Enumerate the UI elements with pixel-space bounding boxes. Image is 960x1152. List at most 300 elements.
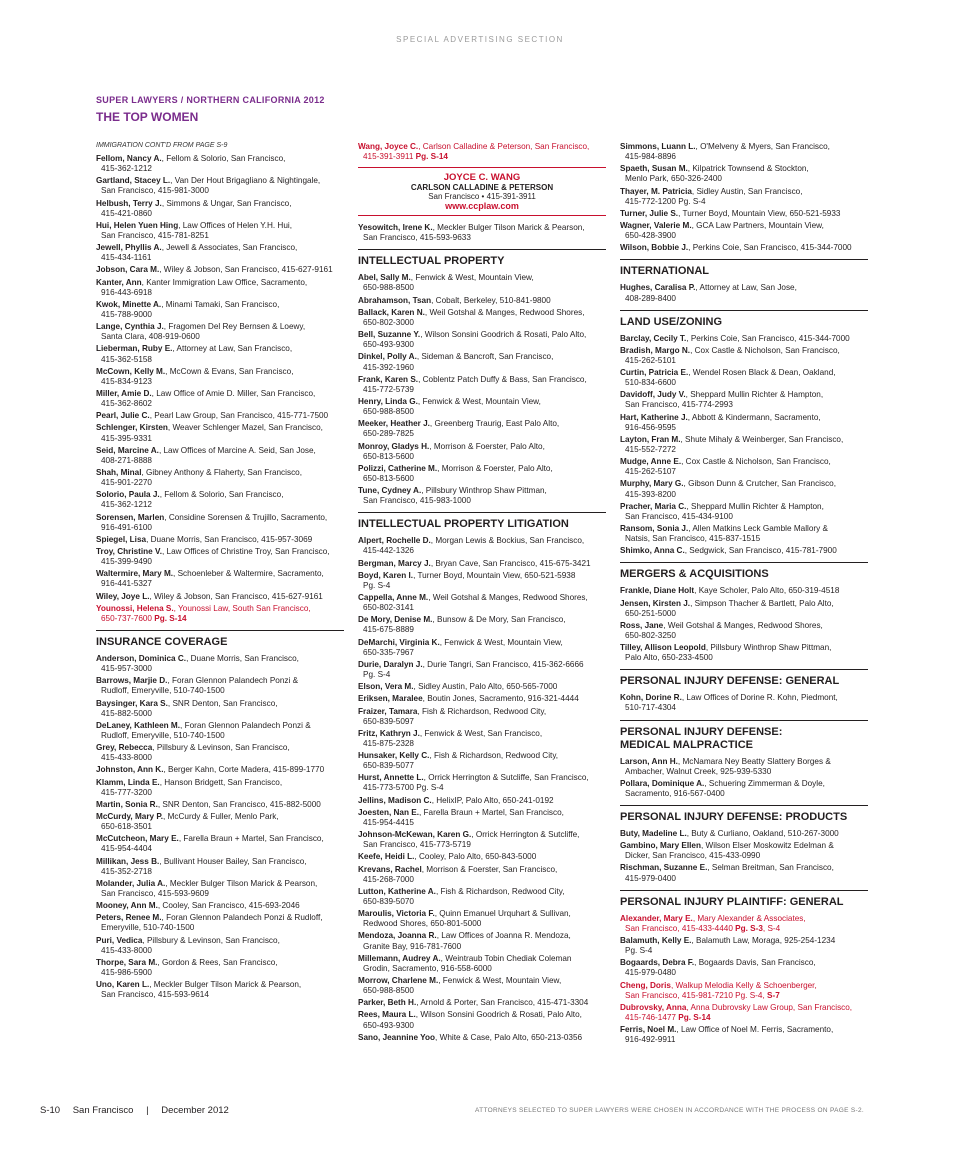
entry-line-2 [358,603,606,613]
lawyer-name: Fritz, Kathryn J. [358,728,420,738]
contact-details: 415-979-0400 [625,873,676,883]
entry-line-1 [620,841,868,851]
lawyer-name: Bradish, Margo N. [620,345,691,355]
entry-line-1 [358,571,606,581]
contact-details: 650-813-5600 [363,473,414,483]
entry-line-2 [620,445,868,455]
firm-details: , Arnold & Porter, San Francisco, 415-471-3304 [416,998,589,1008]
section-heading-pi-plaintiff-general: PERSONAL INJURY PLAINTIFF: GENERAL [620,890,868,909]
entry-line-1 [620,209,868,219]
entry-line-1 [96,857,344,867]
firm-details: , McNamara Ney Beatty Slattery Borges & [677,756,831,766]
contact-details: San Francisco, 415-781-8251 [101,230,209,240]
entry-line-1 [96,765,344,775]
entry-line-1 [620,863,868,873]
entry-line-2 [620,1035,868,1045]
entry-line-1 [96,958,344,968]
entry-line-2 [358,717,606,727]
firm-details: , Orrick Herrington & Sutcliffe, [471,830,580,840]
entry-line-1 [620,958,868,968]
lawyer-entry [620,413,868,433]
lawyer-entry [96,490,344,510]
pi-defense-medical-list [620,757,868,799]
lawyer-entry [96,654,344,674]
entry-line-2 [358,152,606,162]
contact-details: 650-813-5600 [363,451,414,461]
firm-details: , Wendel Rosen Black & Dean, Oakland, [688,368,836,378]
lawyer-name: Bergman, Marcy J. [358,558,431,568]
lawyer-name: Mendoza, Joanna R. [358,931,437,941]
entry-line-2 [358,964,606,974]
firm-details: , Schuering Zimmerman & Doyle, [704,778,825,788]
firm-details: , Foran Glennon Palandech Ponzi & Rudloff, [161,913,323,923]
contact-details: 510-717-4304 [625,703,676,713]
lawyer-name: Miller, Amie D. [96,389,152,398]
lawyer-entry [358,142,606,162]
firm-details: , Gibney Anthony & Flaherty, San Francisco, [141,468,302,478]
page-reference-extra: , S-4 [762,923,781,933]
entry-line-1 [358,296,606,306]
lawyer-entry [358,909,606,929]
entry-line-2 [620,653,868,663]
contact-details: Granite Bay, 916-781-7600 [363,941,462,951]
entry-line-2 [620,152,868,162]
lawyer-name: DeMarchi, Virginia K. [358,637,440,647]
contact-details: 415-882-5000 [101,708,152,718]
lawyer-name: Klamm, Linda E. [96,777,160,787]
entry-line-1 [620,413,868,423]
lawyer-entry [358,615,606,635]
entry-line-1 [620,457,868,467]
lawyer-entry [358,419,606,439]
firm-details: , SNR Denton, San Francisco, 415-882-5000 [157,799,321,809]
firm-details: , Wiley & Jobson, San Francisco, 415-627-9161 [159,265,333,275]
entry-line-2 [620,991,868,1001]
contact-details: 650-802-3000 [363,317,414,327]
contact-details: 415-834-9123 [101,376,152,386]
entry-line-1 [358,223,606,233]
entry-line-1 [620,1003,868,1013]
entry-line-1 [620,164,868,174]
ad-name: JOYCE C. WANG [443,172,521,184]
firm-details: , Wilson Elser Moskowitz Edelman & [700,841,834,851]
page-reference-link[interactable]: Pg. S-14 [154,613,187,623]
contact-details: 650-802-3250 [625,630,676,640]
lawyer-entry [358,375,606,395]
lawyer-name: Hughes, Caralisa P. [620,283,696,293]
entry-line-2 [96,332,344,342]
entry-line-1 [358,1033,606,1043]
entry-line-1 [96,592,344,602]
contact-details: 650-988-8500 [363,986,414,996]
entry-line-2 [358,875,606,885]
lawyer-name: Jensen, Kirsten J. [620,598,691,608]
lawyer-name: Morrow, Charlene M. [358,976,439,985]
lawyer-name: Abel, Sally M. [358,273,411,283]
entry-line-1 [620,1025,868,1035]
entry-line-1 [96,322,344,332]
entry-line-1 [620,981,868,991]
firm-details: , Foran Glennon Palandech Ponzi & [167,676,299,686]
firm-details: , Law Offices of Helen Y.H. Hui, [178,220,292,230]
entry-line-2 [358,429,606,439]
firm-details: , Law Offices of Joanna R. Mendoza, [436,931,571,941]
lawyer-entry [620,221,868,241]
lawyer-name: Mudge, Anne E. [620,457,682,467]
firm-details: , Fellom & Solorio, San Francisco, [159,490,284,500]
lawyer-name: Maroulis, Victoria F. [358,909,435,919]
entry-line-1 [620,693,868,703]
lawyer-entry [620,243,868,253]
entry-line-1 [96,569,344,579]
contact-details: 415-901-2270 [101,478,152,488]
entry-line-2 [358,919,606,929]
firm-details: , Cooley, Palo Alto, 650-843-5000 [414,852,537,862]
firm-details: , Meckler Bulger Tilson Marick & Pearson, [432,223,585,233]
firm-details: , Orrick Herrington & Sutcliffe, San Francisco, [423,773,589,783]
firm-details: , Schoenleber & Waltermire, Sacramento, [173,569,324,579]
contact-details: 415-773-5700 Pg. S-4 [363,783,444,793]
lawyer-name: Bell, Suzanne Y. [358,330,421,340]
section-heading-ip: INTELLECTUAL PROPERTY [358,249,606,268]
entry-line-2 [358,318,606,328]
firm-details: , Carlson Calladine & Peterson, San Francisco, [418,142,590,151]
contact-details: 415-772-5739 [363,384,414,394]
lawyer-name: Turner, Julie S. [620,208,679,218]
lawyer-entry [620,621,868,641]
lawyer-entry [358,830,606,850]
contact-details: San Francisco, 415-773-5719 [363,840,471,850]
firm-details: , Cooley, San Francisco, 415-693-2046 [157,901,300,911]
firm-details: , Weintraub Tobin Chediak Coleman [440,953,572,963]
lawyer-name: Sorensen, Marlen [96,512,165,522]
entry-line-2 [96,399,344,409]
firm-details: , Fenwick & West, Mountain View, [438,976,562,985]
lawyer-entry [358,296,606,306]
entry-line-2 [96,523,344,533]
entry-line-1 [358,273,606,283]
lawyer-entry [96,699,344,719]
lawyer-name: Polizzi, Catherine M. [358,463,438,473]
lawyer-entry [96,857,344,877]
section-heading-international: INTERNATIONAL [620,259,868,278]
contact-details: San Francisco, 415-433-4440 [625,923,733,933]
firm-details: , Fellom & Solorio, San Francisco, [161,154,286,163]
ad-website-link[interactable]: www.ccplaw.com [445,201,519,212]
entry-line-1 [358,486,606,496]
lawyer-name: Parker, Beth H. [358,998,417,1008]
entry-line-1 [358,865,606,875]
contact-details: 650-737-7600 [101,613,152,623]
entry-line-1 [358,1010,606,1020]
contact-details: 415-421-0860 [101,208,152,218]
firm-details: , Sidley Austin, Palo Alto, 650-565-7000 [413,682,558,692]
firm-details: , Minami Tamaki, San Francisco, [161,299,280,309]
contact-details: 415-262-5107 [625,467,676,477]
kicker-publication: SUPER LAWYERS [96,95,178,105]
lawyer-entry [620,209,868,219]
page-number: S-10 [40,1105,61,1116]
contact-details: San Francisco, 415-434-9100 [625,511,733,521]
entry-line-1 [96,936,344,946]
firm-details: , Considine Sorensen & Trujillo, Sacramento, [164,512,328,522]
firm-details: , Pillsbury & Levinson, San Francisco, [142,935,280,945]
lawyer-name: Lange, Cynthia J. [96,322,164,332]
entry-line-1 [358,796,606,806]
lawyer-entry [96,389,344,409]
contact-details: Sacramento, 916-567-0400 [625,788,725,798]
contact-details: 415-393-8200 [625,489,676,499]
ip-continued-list [358,142,606,162]
lawyer-entry [620,546,868,556]
contact-details: 916-492-9911 [625,1035,676,1045]
lawyer-entry [96,980,344,1000]
entry-line-2 [358,233,606,243]
column-1 [96,142,344,1003]
entry-line-1 [358,419,606,429]
lawyer-entry [96,221,344,241]
firm-details: , Anna Dubrovsky Law Group, San Francisco, [686,1002,853,1012]
lawyer-name: Rees, Maura L. [358,1010,416,1020]
lawyer-name: Thorpe, Sara M. [96,957,158,967]
entry-line-2 [96,557,344,567]
entry-line-2 [620,609,868,619]
entry-line-1 [96,300,344,310]
entry-line-2 [96,968,344,978]
firm-details: , Meckler Bulger Tilson Marick & Pearson, [149,980,302,990]
firm-details: , Sheppard Mullin Richter & Hampton, [685,390,824,400]
ad-firm: CARLSON CALLADINE & PETERSON [410,183,554,193]
entry-line-1 [96,812,344,822]
entry-line-1 [96,513,344,523]
lawyer-entry [358,694,606,704]
firm-details: , Bogaards Davis, San Francisco, [694,958,816,968]
entry-line-1 [96,446,344,456]
lawyer-entry [96,322,344,342]
contact-details: Emeryville, 510-740-1500 [101,923,195,933]
contact-details: 650-839-5077 [363,761,414,771]
entry-line-2 [358,783,606,793]
lawyer-entry [620,936,868,956]
entry-line-1 [96,243,344,253]
page-reference-link[interactable]: Pg. S-3 [735,923,763,933]
firm-details: , Cobalt, Berkeley, 510-841-9800 [431,295,551,305]
firm-details: , Buty & Curliano, Oakland, 510-267-3000 [686,829,839,838]
lawyer-entry [620,599,868,619]
entry-line-2 [358,897,606,907]
contact-details: 415-433-8000 [101,753,152,763]
section-heading-insurance: INSURANCE COVERAGE [96,630,344,649]
entry-line-2 [620,789,868,799]
lawyer-entry [620,829,868,839]
pi-defense-general-list [620,693,868,713]
lawyer-name: Frank, Karen S. [358,374,419,384]
entry-line-1 [620,524,868,534]
lawyer-name: Cheng, Doris [620,980,671,990]
section-heading-ip-litigation: INTELLECTUAL PROPERTY LITIGATION [358,512,606,531]
section-heading-pi-defense-products: PERSONAL INJURY DEFENSE: PRODUCTS [620,805,868,824]
lawyer-entry [96,901,344,911]
firm-details: , Mary Alexander & Associates, [692,913,806,923]
entry-line-2 [358,625,606,635]
firm-details: , Kilpatrick Townsend & Stockton, [687,164,809,174]
entry-line-1 [620,187,868,197]
entry-line-1 [620,586,868,596]
lawyer-name: Wiley, Joye L. [96,591,150,601]
entry-line-2 [620,631,868,641]
lawyer-entry [96,778,344,798]
entry-line-1 [620,368,868,378]
contact-details: 415-675-8889 [363,625,414,635]
lawyer-name: Ransom, Sonia J. [620,524,689,534]
page-reference-link[interactable]: S-7 [767,990,780,1000]
lawyer-name: Henry, Linda G. [358,396,418,406]
contact-details: 408-289-8400 [625,293,676,303]
lawyer-entry [358,796,606,806]
entry-line-2 [620,874,868,884]
entry-line-1 [620,546,868,556]
lawyer-name: Jobson, Cara M. [96,265,160,275]
entry-line-1 [96,913,344,923]
lawyer-entry [96,569,344,589]
page-reference-link[interactable]: Pg. S-14 [678,1012,711,1022]
contact-details: 415-552-7272 [625,445,676,454]
firm-details: , Morrison & Foerster, Palo Alto, [429,441,545,451]
entry-line-2 [358,496,606,506]
entry-line-1 [358,638,606,648]
firm-details: , Coblentz Patch Duffy & Bass, San Francisco, [418,374,587,384]
entry-line-1 [96,154,344,164]
entry-line-1 [96,265,344,275]
entry-line-2 [358,840,606,850]
contact-details: 650-988-8500 [363,283,414,293]
entry-line-1 [358,694,606,704]
lawyer-entry [358,682,606,692]
lawyer-name: Hui, Helen Yuen Hing [96,220,179,230]
entry-line-1 [358,976,606,986]
section-heading-pi-defense-medical [620,720,868,752]
entry-line-2 [96,500,344,510]
entry-line-2 [620,174,868,184]
entry-line-1 [96,535,344,545]
lawyer-name: Lieberman, Ruby E. [96,344,173,354]
entry-line-2 [96,355,344,365]
contact-details: 916-491-6100 [101,522,152,532]
contact-details: Menlo Park, 650-326-2400 [625,174,722,184]
firm-details: , O'Melveny & Myers, San Francisco, [695,142,830,151]
contact-details: 415-979-0480 [625,968,676,978]
lawyer-entry [358,976,606,996]
page-reference-link[interactable]: Pg. S-14 [415,152,448,162]
entry-line-1 [96,676,344,686]
firm-details: , Fenwick & West, San Francisco, [419,728,543,738]
contact-details: Natsis, San Francisco, 415-837-1515 [625,534,761,544]
firm-details: , Bunsow & De Mory, San Francisco, [432,615,566,625]
entry-line-2 [620,946,868,956]
lawyer-name: Millikan, Jess B. [96,856,160,866]
lawyer-entry [358,464,606,484]
entry-line-2 [96,686,344,696]
firm-details: , Gibson Dunn & Crutcher, San Francisco, [683,479,836,489]
firm-details: , Fenwick & West, Mountain View, [410,273,534,283]
lawyer-entry [358,223,606,243]
firm-details: , Jewell & Associates, San Francisco, [161,243,298,253]
contact-details: Palo Alto, 650-233-4500 [625,653,713,663]
lawyer-entry [96,721,344,741]
firm-details: , Meckler Bulger Tilson Marick & Pearson, [165,878,318,888]
lawyer-name: Hart, Katherine J. [620,412,688,422]
firm-details: , Cox Castle & Nicholson, San Francisco, [681,457,831,467]
lawyer-name: McCurdy, Mary P. [96,812,164,822]
entry-line-2 [96,579,344,589]
footer-city: San Francisco [72,1105,134,1116]
contact-details: 415-984-8896 [625,152,676,162]
entry-line-2 [620,924,868,934]
contact-details: 650-493-9300 [363,340,414,350]
firm-details: , Bryan Cave, San Francisco, 415-675-3421 [430,558,591,568]
entry-line-2 [620,490,868,500]
entry-line-2 [620,423,868,433]
lawyer-entry [620,981,868,1001]
firm-details: , Kanter Immigration Law Office, Sacramento, [141,277,308,287]
lawyer-entry [96,879,344,899]
lawyer-entry [358,852,606,862]
contact-details: Pg. S-4 [363,580,391,590]
firm-details: , Sideman & Bancroft, San Francisco, [416,352,554,362]
entry-line-2 [96,664,344,674]
firm-details: , Abbott & Kindermann, Sacramento, [687,412,821,422]
contact-details: 415-788-9000 [101,309,152,319]
entry-line-1 [358,660,606,670]
firm-details: , Attorney at Law, San Jose, [695,283,797,293]
firm-details: , Berger Kahn, Corte Madera, 415-899-1770 [163,765,325,775]
firm-details: , Weaver Schlenger Mazel, San Francisco, [167,423,323,433]
lawyer-entry [358,998,606,1008]
lawyer-name: Ross, Jane [620,620,664,630]
firm-details: , Cox Castle & Nicholson, San Francisco, [690,345,840,355]
firm-details: , Farella Braun + Martel, San Francisco, [418,807,564,817]
firm-details: , Fenwick & West, Mountain View, [417,396,541,406]
entry-line-2 [96,164,344,174]
entry-line-1 [96,879,344,889]
firm-details: , McCown & Evans, San Francisco, [165,366,294,376]
entry-line-1 [96,699,344,709]
lawyer-entry [96,936,344,956]
entry-line-2 [620,294,868,304]
lawyer-entry [96,800,344,810]
firm-details: , Bullivant Houser Bailey, San Francisco, [159,856,307,866]
entry-line-1 [358,954,606,964]
entry-line-1 [620,779,868,789]
lawyer-entry [620,479,868,499]
entry-line-1 [96,778,344,788]
lawyer-name: Molander, Julia A. [96,878,166,888]
lawyer-name: Tilley, Allison Leopold [620,643,706,653]
lawyer-name: Krevans, Rachel [358,864,422,874]
lawyer-entry [620,779,868,799]
lawyer-entry [358,442,606,462]
contact-details: 650-988-8500 [363,407,414,417]
lawyer-name: Fraizer, Tamara [358,706,418,716]
contact-details: 415-746-1477 [625,1012,676,1022]
entry-line-1 [358,593,606,603]
lawyer-name: Seid, Marcine A. [96,445,159,455]
lawyer-name: Pracher, Maria C. [620,501,687,511]
contact-details: 415-954-4404 [101,844,152,854]
lawyer-entry [96,765,344,775]
entry-line-2 [620,378,868,388]
entry-line-1 [358,852,606,862]
